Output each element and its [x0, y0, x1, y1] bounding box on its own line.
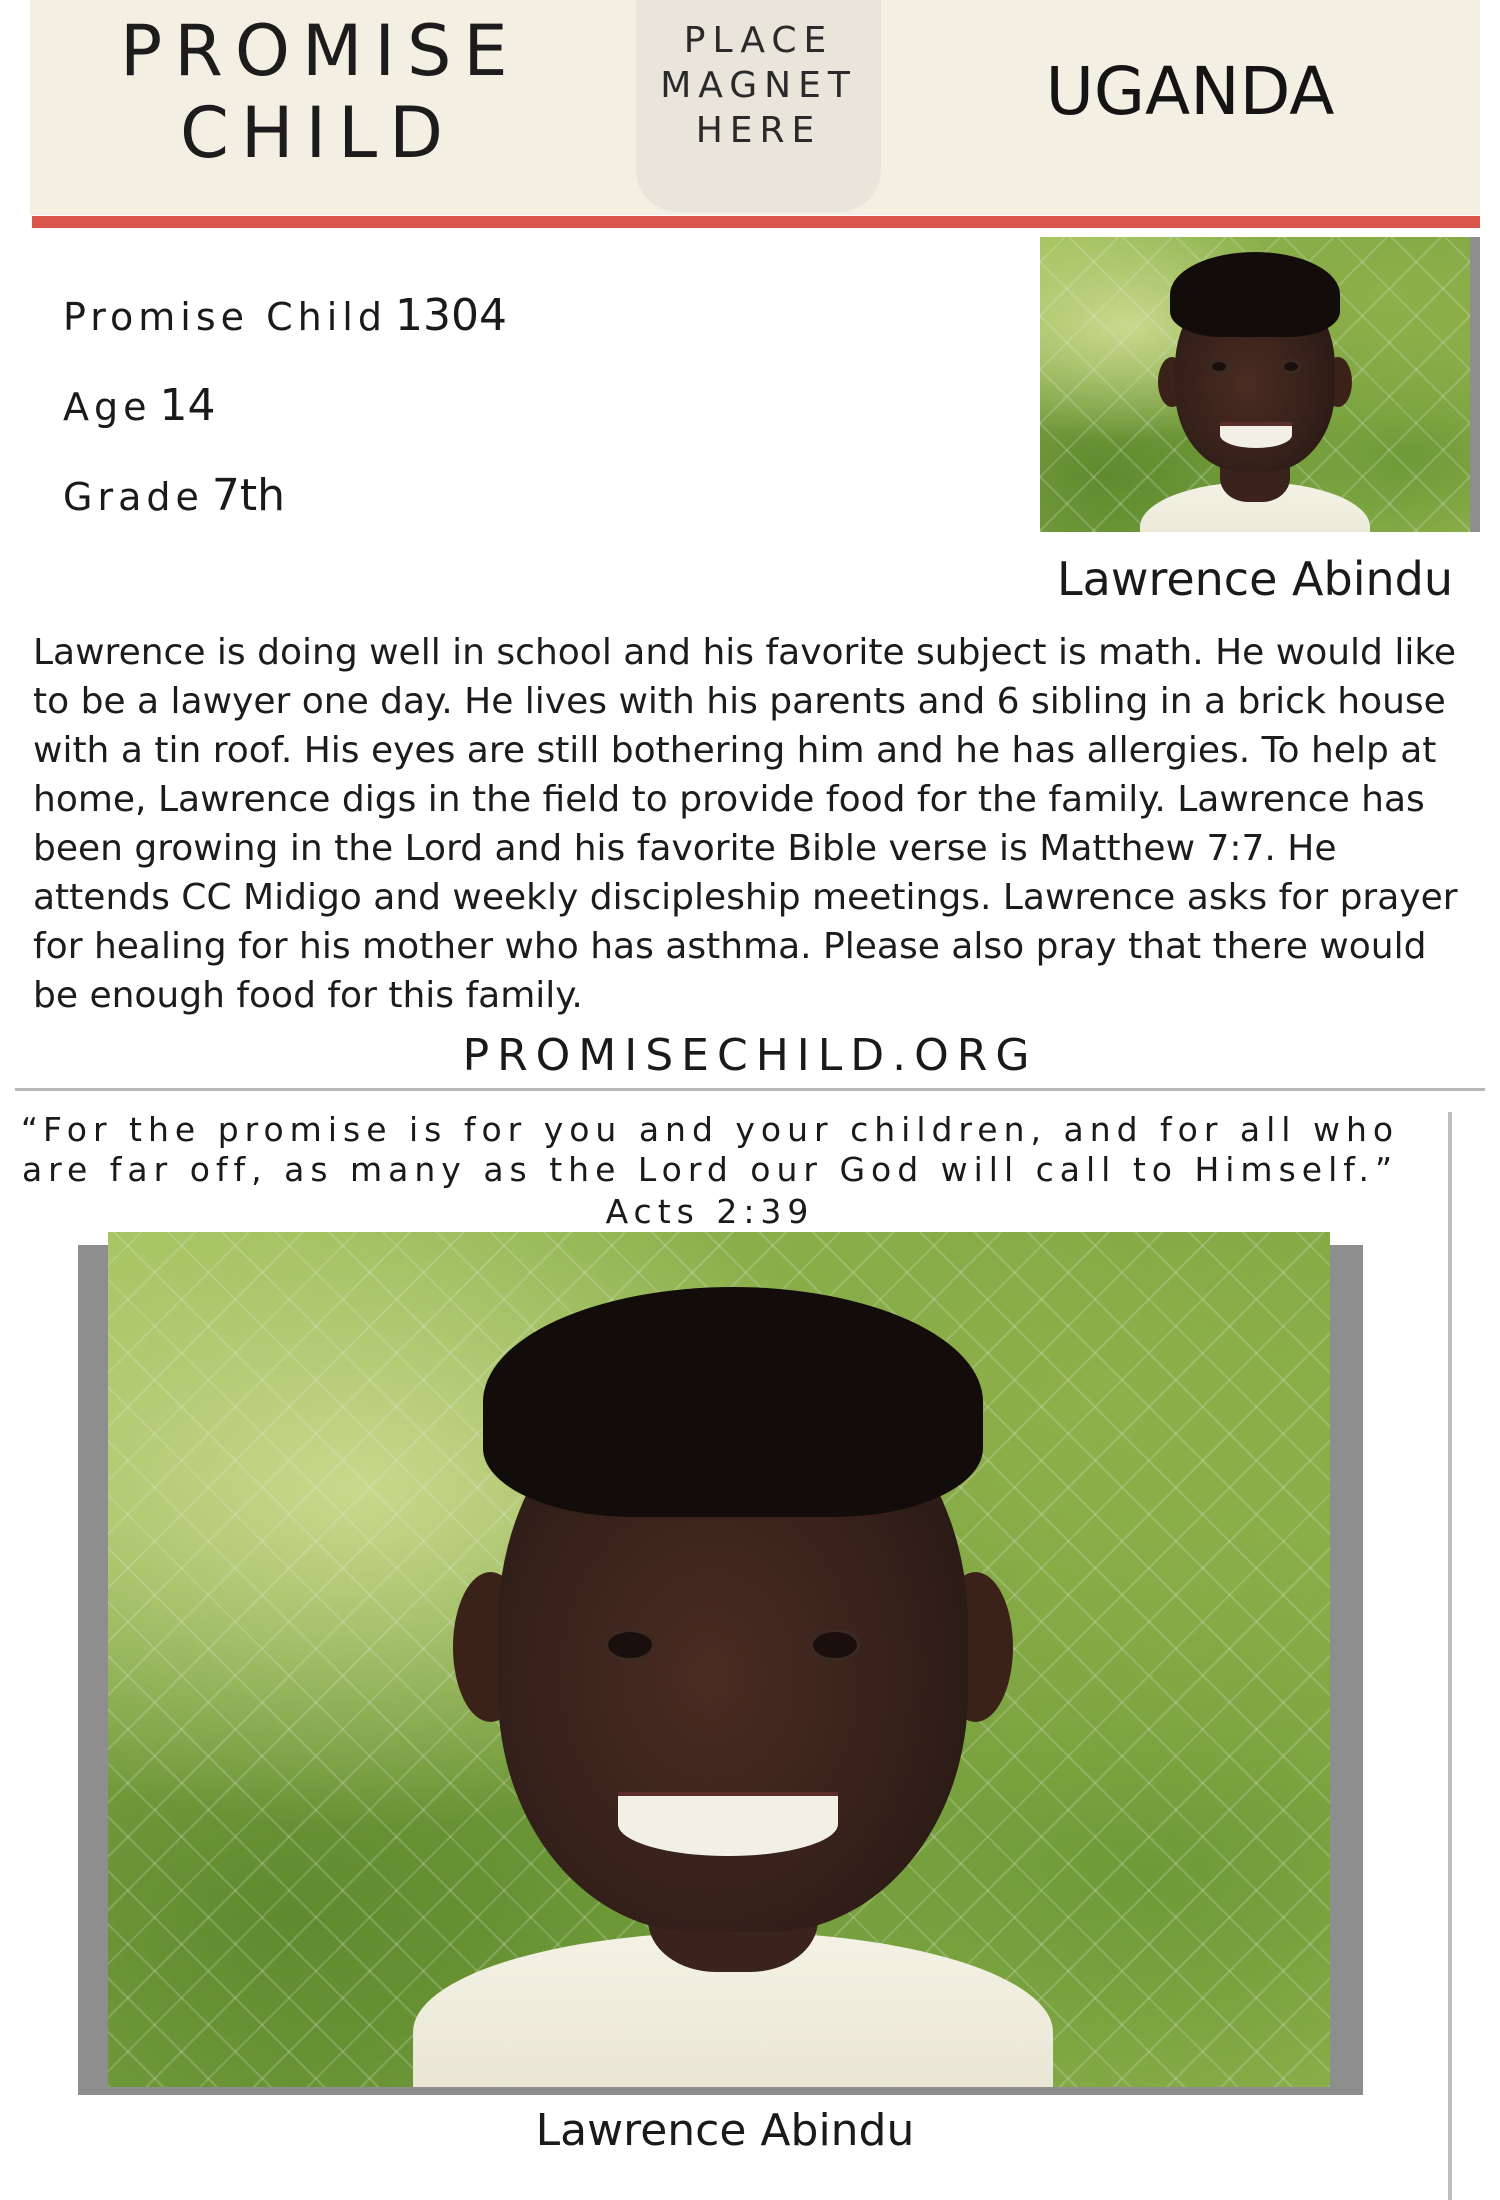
smile	[1220, 422, 1292, 448]
photo-caption: Lawrence Abindu	[535, 2105, 915, 2156]
website-url: PROMISECHILD.ORG	[462, 1030, 1038, 1081]
verse-line-2: are far off, as many as the Lord our God will call to Himself.”	[21, 1150, 1399, 1189]
verse-reference: Acts 2:39	[605, 1192, 815, 1231]
hair	[1170, 252, 1340, 337]
eye-left	[1212, 362, 1226, 371]
eye-right	[813, 1632, 857, 1658]
grade-value: 7th	[211, 470, 285, 521]
child-photo-large	[108, 1232, 1330, 2087]
age-row	[63, 380, 216, 431]
grade-label: Grade	[63, 475, 204, 519]
magnet-instruction	[636, 18, 881, 153]
brand-line-2: CHILD	[179, 92, 456, 174]
magnet-line-3: HERE	[695, 110, 822, 151]
child-id-value: 1304	[394, 290, 507, 341]
smile	[618, 1792, 838, 1856]
bottom-card-edge	[1448, 1112, 1452, 2200]
scripture-verse	[10, 1110, 1410, 1190]
country-label: UGANDA	[1045, 53, 1335, 130]
child-photo-small	[1040, 237, 1470, 532]
verse-line-1: “For the promise is for you and your children, and for all who	[20, 1110, 1400, 1149]
brand-line-1: PROMISE	[120, 10, 520, 92]
child-id-row	[63, 290, 507, 341]
age-label: Age	[63, 385, 152, 429]
card-divider	[15, 1088, 1485, 1091]
header-accent-rule	[32, 216, 1480, 228]
eye-left	[608, 1632, 652, 1658]
magnet-line-2: MAGNET	[660, 65, 857, 106]
age-value: 14	[159, 380, 216, 431]
child-name: Lawrence Abindu	[1057, 552, 1453, 606]
brand-logo-text	[120, 10, 520, 174]
grade-row	[63, 470, 285, 521]
hair	[483, 1287, 983, 1517]
magnet-line-1: PLACE	[683, 20, 834, 61]
child-biography: Lawrence is doing well in school and his favorite subject is math. He would like to be a lawyer one day. He lives with his parents and 6 sibling in a brick house with a tin roof. His eyes are still bothering him and he has allergies. To help at home, Lawrence digs in the field to provide food for the family. Lawrence has been growing in the Lord and his favorite Bible verse is Matthew 7:7. He attends CC Midigo and weekly discipleship meetings. Lawrence asks for prayer for healing for his mother who has asthma. Please also pray that there would be enough food for this family.	[33, 632, 1458, 1016]
eye-right	[1284, 362, 1298, 371]
child-id-label: Promise Child	[63, 295, 387, 339]
